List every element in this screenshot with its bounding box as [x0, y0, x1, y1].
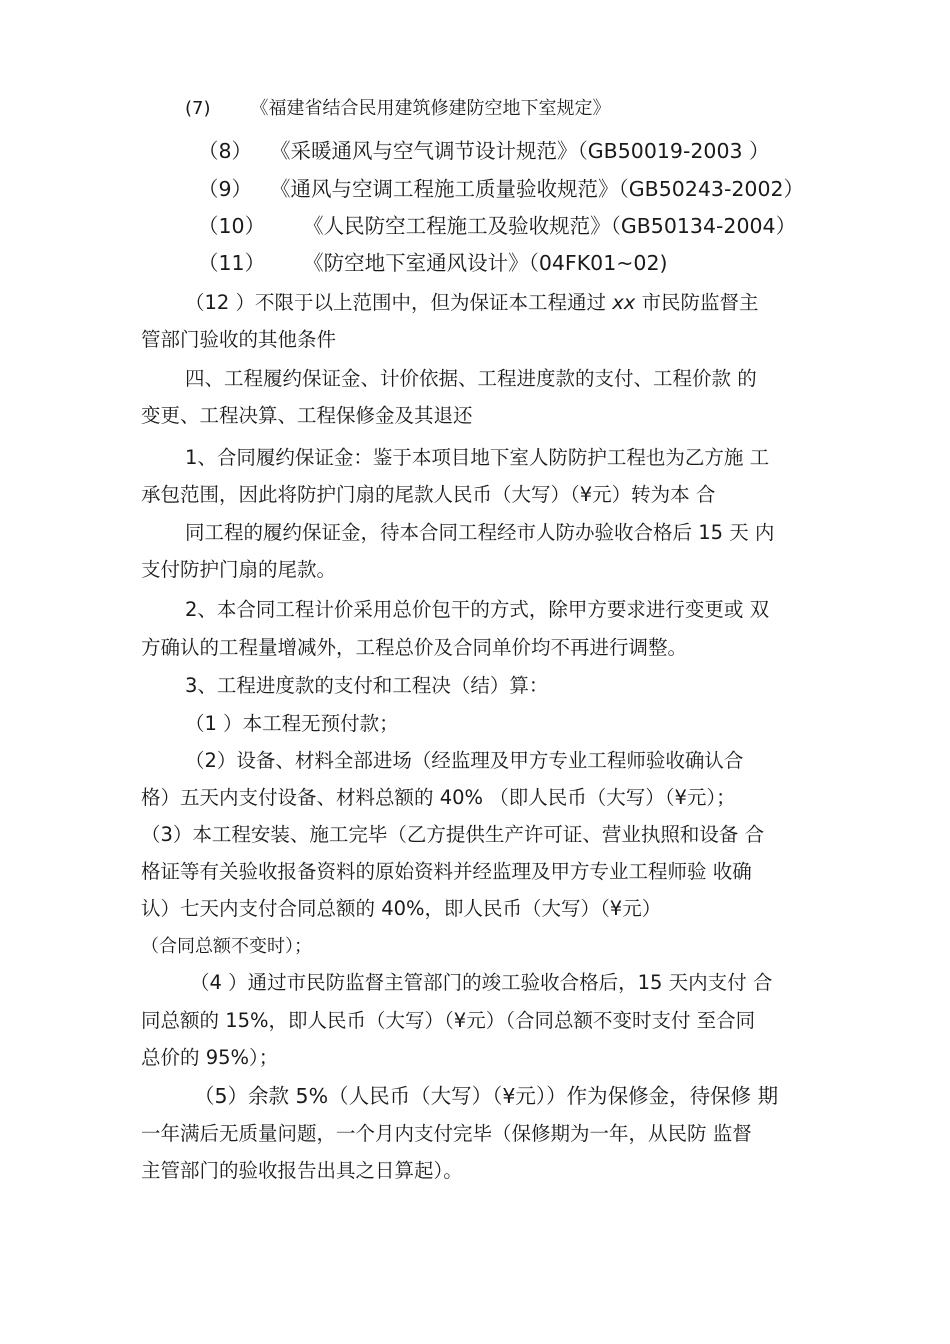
para-3-item-3-line: 格证等有关验收报备资料的原始资料并经监理及甲方专业工程师验 收确	[141, 860, 752, 883]
para-3-item-5-line: 主管部门的验收报告出具之日算起）。	[141, 1159, 463, 1182]
ref-num: (7)	[185, 98, 211, 119]
ref-item-8	[198, 139, 770, 163]
para-3-item-1: （1 ）本工程无预付款；	[185, 712, 399, 735]
para-3-item-4-line: 同总额的 15%，即人民币（大写）（¥元）（合同总额不变时支付 至合同	[141, 1009, 756, 1032]
text-run: （12 ）不限于以上范围中，但为保证本工程通过	[185, 291, 613, 314]
para-3-item-3-line: （3）本工程安装、施工完毕（乙方提供生产许可证、营业执照和设备 合	[141, 823, 765, 846]
para-3-title: 3、工程进度款的支付和工程决（结）算：	[185, 674, 549, 697]
para-1-line: 同工程的履约保证金，待本合同工程经市人防办验收合格后 15 天 内	[185, 521, 775, 544]
ref-num: （11）	[198, 251, 266, 275]
ref-item-7	[185, 97, 611, 121]
text-run: 市民防监督主	[635, 291, 759, 314]
para-2-line: 方确认的工程量增减外，工程总价及合同单价均不再进行调整。	[141, 636, 688, 659]
para-3-item-3-line: （合同总额不变时）；	[141, 936, 312, 957]
ref-item-11	[198, 251, 668, 275]
para-1-line: 1、合同履约保证金：鉴于本项目地下室人防防护工程也为乙方施 工	[185, 446, 770, 469]
para-1-line: 承包范围，因此将防护门扇的尾款人民币（大写）（¥元）转为本 合	[141, 483, 716, 506]
ref-item-12-line2: 管部门验收的其他条件	[141, 328, 337, 351]
ref-num: （9）	[198, 177, 253, 201]
placeholder-var: xx	[612, 291, 636, 314]
ref-title: 《人民防空工程施工及验收规范》（GB50134-2004）	[303, 214, 797, 238]
ref-num: （10）	[198, 214, 266, 238]
ref-title: 《防空地下室通风设计》（04FK01~02)	[303, 251, 668, 275]
para-3-item-4-line: （4 ）通过市民防监督主管部门的竣工验收合格后，15 天内支付 合	[190, 971, 773, 994]
para-2-line: 2、本合同工程计价采用总价包干的方式，除甲方要求进行变更或 双	[185, 598, 770, 621]
ref-item-10	[198, 214, 796, 238]
ref-item-12-line1	[185, 291, 759, 315]
para-1-line: 支付防护门扇的尾款。	[141, 558, 337, 581]
para-3-item-2-line: （2）设备、材料全部进场（经监理及甲方专业工程师验收确认合	[185, 749, 744, 772]
section-heading-line2: 变更、工程决算、工程保修金及其退还	[141, 404, 473, 427]
ref-item-9	[198, 177, 804, 201]
ref-title: 《福建省结合民用建筑修建防空地下室规定》	[250, 98, 611, 119]
section-heading-line1: 四、工程履约保证金、计价依据、工程进度款的支付、工程价款 的	[185, 367, 757, 390]
ref-title: 《通风与空调工程施工质量验收规范》（GB50243-2002）	[270, 177, 805, 201]
ref-num: （8）	[198, 139, 253, 163]
para-3-item-5-line: （5）余款 5%（人民币（大写）（¥元））作为保修金，待保修 期	[194, 1084, 779, 1108]
para-3-item-3-line: 认）七天内支付合同总额的 40%，即人民币（大写）（¥元）	[141, 897, 662, 920]
para-3-item-5-line: 一年满后无质量问题，一个月内支付完毕（保修期为一年，从民防 监督	[141, 1122, 752, 1145]
para-3-item-2-line: 格）五天内支付设备、材料总额的 40% （即人民币（大写）（¥元）；	[141, 786, 736, 809]
ref-title: 《采暖通风与空气调节设计规范》（GB50019-2003 ）	[270, 139, 770, 163]
para-3-item-4-line: 总价的 95%）；	[141, 1046, 279, 1069]
